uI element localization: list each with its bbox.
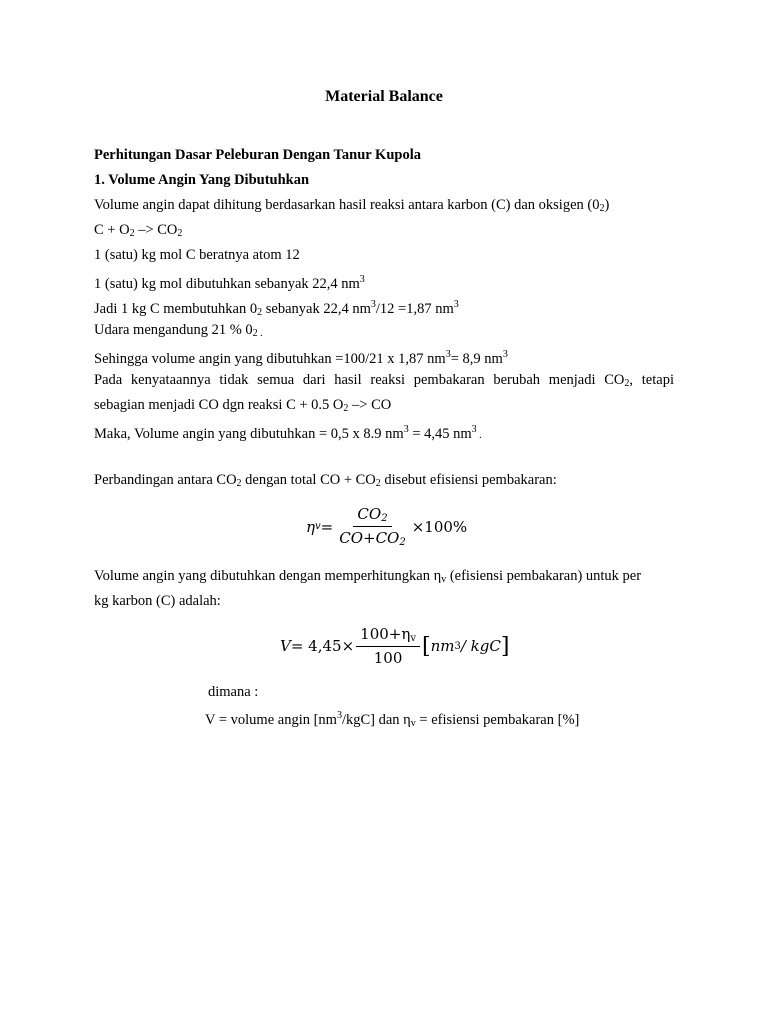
atom-line: 1 (satu) kg mol C beratnya atom 12 bbox=[94, 247, 300, 263]
udara-line: Udara mengandung 21 % $0_{2 .}$ bbox=[94, 322, 263, 339]
volume-equation: V = 4,45× $\frac{100+\eta_v}{100}$ [ nm 3 / kgC ] bbox=[280, 625, 510, 667]
heading: Perhitungan Dasar Peleburan Dengan Tanur Kupola bbox=[94, 147, 421, 163]
jadi-line: Jadi 1 kg C membutuhkan $0_2$ sebanyak 22,4 $nm^3/12 =1,87$ $nm^3$ bbox=[94, 299, 459, 318]
sehingga-line: Sehingga volume angin yang dibutuhkan =100/21 x 1,87 $nm^3= 8,9$ $nm^3$ bbox=[94, 349, 508, 367]
efficiency-equation: η v = $\frac{CO_2}{CO+CO_2}$ ×100% bbox=[306, 505, 468, 548]
volume-fraction: $\frac{100+\eta_v}{100}$ bbox=[356, 625, 420, 667]
definition-line: V = volume angin $[nm^3/kgC]$ dan $\eta_v$ = efisiensi pembakaran [%] bbox=[205, 710, 580, 729]
reaction-line: $C + O_2 -> CO_2$ bbox=[94, 222, 183, 239]
intro-line: Volume angin dapat dihitung berdasarkan hasil reaksi antara karbon (C) dan oksigen $(0_2)$ bbox=[94, 197, 610, 214]
need-line: 1 (satu) kg mol dibutuhkan sebanyak 22,4 $nm^3$ bbox=[94, 274, 365, 292]
kg-line: kg karbon (C) adalah: bbox=[94, 593, 221, 609]
volume-line: Volume angin yang dibutuhkan dengan memperhitungkan $\eta_v$ (efisiensi pembakaran) untuk per bbox=[94, 568, 642, 585]
maka-line: Maka, Volume angin yang dibutuhkan = 0,5 x 8.9 $nm^3 = 4,45$ $nm^3$ . bbox=[94, 424, 482, 442]
efficiency-fraction: $\frac{CO_2}{CO+CO_2}$ bbox=[339, 505, 406, 548]
sebagian-line: sebagian menjadi CO dgn reaksi C + 0.5 $O_2$ –> CO bbox=[94, 397, 392, 414]
dimana-line: dimana : bbox=[208, 684, 259, 700]
section-title: 1. Volume Angin Yang Dibutuhkan bbox=[94, 172, 310, 188]
pada-line: Pada kenyataannya tidak semua dari hasil reaksi pembakaran berubah menjadi $CO_2$, tetapi bbox=[94, 372, 674, 389]
page-title: Material Balance bbox=[325, 88, 443, 105]
perbandingan-line: Perbandingan antara $CO_2$ dengan total CO + $CO_2$ disebut efisiensi pembakaran: bbox=[94, 472, 557, 489]
